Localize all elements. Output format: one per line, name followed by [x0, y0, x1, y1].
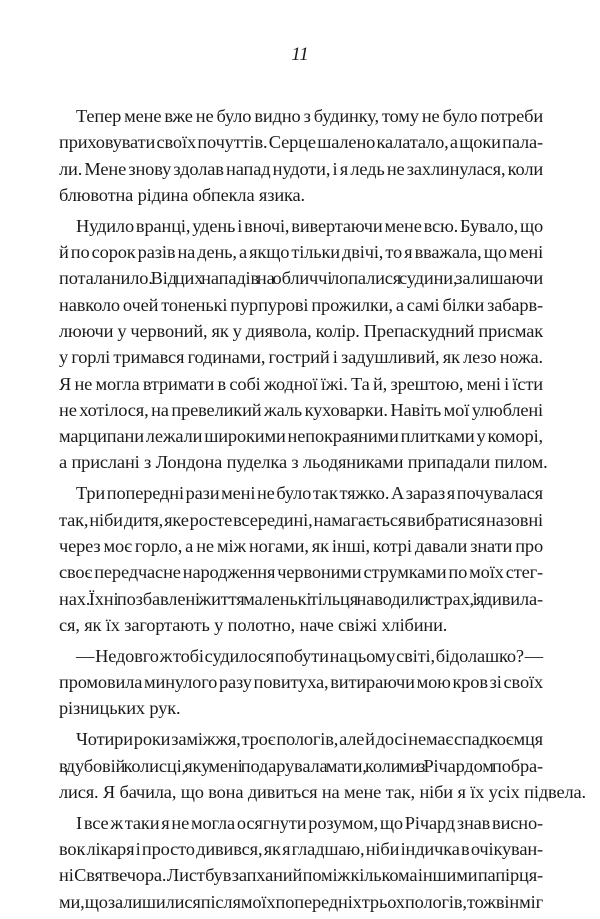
text-line: у горлі тримався годинами, гострий і задушливий, як лезо ножа. [59, 347, 544, 368]
text-line: навколо очей тоненькі пурпурові прожилки, а самі білки забарв- [59, 294, 543, 315]
text-line: Нудило вранці, удень і вночі, вивертаючи мене всю. Бувало, що [76, 215, 544, 236]
text-line: й по сорок разів на день, а якщо тільки двічі, то я вважала, що мені [59, 242, 544, 263]
text-line: ли. Мене знову здолав напад нудоти, і я ледь не захлинулася, коли [59, 158, 544, 179]
paragraph-5 [59, 726, 586, 805]
text-line: вок лікаря і просто дивився, як я гладшаю, ніби індичка в очікуван- [59, 838, 543, 859]
text-line: Три попередні рази мені не було так тяжко. А зараз я почувалася [76, 483, 543, 504]
text-line: так, ніби дитя, яке росте всередині, намагається вибратися назовні [59, 509, 543, 530]
text-line: різницьких рук. [59, 698, 181, 719]
text-line: а прислані з Лондона пуделка з льодяниками припадали пилом. [59, 452, 548, 473]
text-line: своє передчасне народження червоними струмками по моїх стег- [59, 562, 543, 583]
text-line: Чотири роки заміжжя, троє пологів, але й досі немає спадкоємця [76, 729, 543, 750]
text-line: в дубовій колисці, яку мені подарувала мати, коли ми з Річардом побра- [59, 755, 544, 776]
text-line: марципани лежали широкими непокраяними плитками у коморі, [59, 426, 544, 447]
text-line: ся, як їх загортають у полотно, наче свіжі хлібини. [59, 614, 448, 635]
text-line: поталанило. Від цих нападів на обличчі лопалися судини, залишаючи [59, 268, 544, 289]
page-number: 11 [291, 44, 309, 65]
text-line: промовила минулого разу повитуха, витираючи мою кров зі своїх [59, 672, 543, 693]
text-line: — Недовго ж тобі судилося побути на цьому світі, бідолашко? — [76, 645, 544, 666]
text-line: ми, що залишилися після моїх попередніх трьох пологів, тож він міг [59, 891, 543, 912]
text-line: Я не могла втримати в собі жодної їжі. Та й, зрештою, мені і їсти [59, 373, 543, 394]
paragraph-3 [59, 480, 543, 638]
text-line: люючи у червоний, як у диявола, колір. Препаскудний присмак [59, 320, 543, 341]
paragraph-1 [59, 103, 543, 208]
text-line: не хотілося, на превеликий жаль куховарки. Навіть мої улюблені [59, 399, 544, 420]
text-line: І все ж таки я не могла осягнути розумом, що Річард знав висно- [76, 812, 543, 833]
text-line: ні Святвечора. Лист був запханий поміж кількома іншими папірця- [59, 865, 544, 886]
paragraph-6 [59, 810, 543, 915]
text-line: блювотна рідина обпекла язика. [59, 184, 305, 205]
paragraph-2 [59, 213, 548, 476]
text-line: Тепер мене вже не було видно з будинку, тому не було потреби [76, 106, 544, 126]
body-text [59, 103, 586, 919]
text-line: нах. Їхні позбавлені життя маленькі тільця наводили страх, і я дивила- [59, 588, 543, 609]
text-line: приховувати своїх почуттів. Серце шалено калатало, а щоки пала- [59, 132, 544, 153]
text-line: лися. Я бачила, що вона дивиться на мене так, ніби я їх усіх підвела. [59, 781, 586, 802]
text-line: через моє горло, а не між ногами, як інші, котрі давали знати про [59, 535, 543, 556]
paragraph-4 [59, 643, 543, 722]
